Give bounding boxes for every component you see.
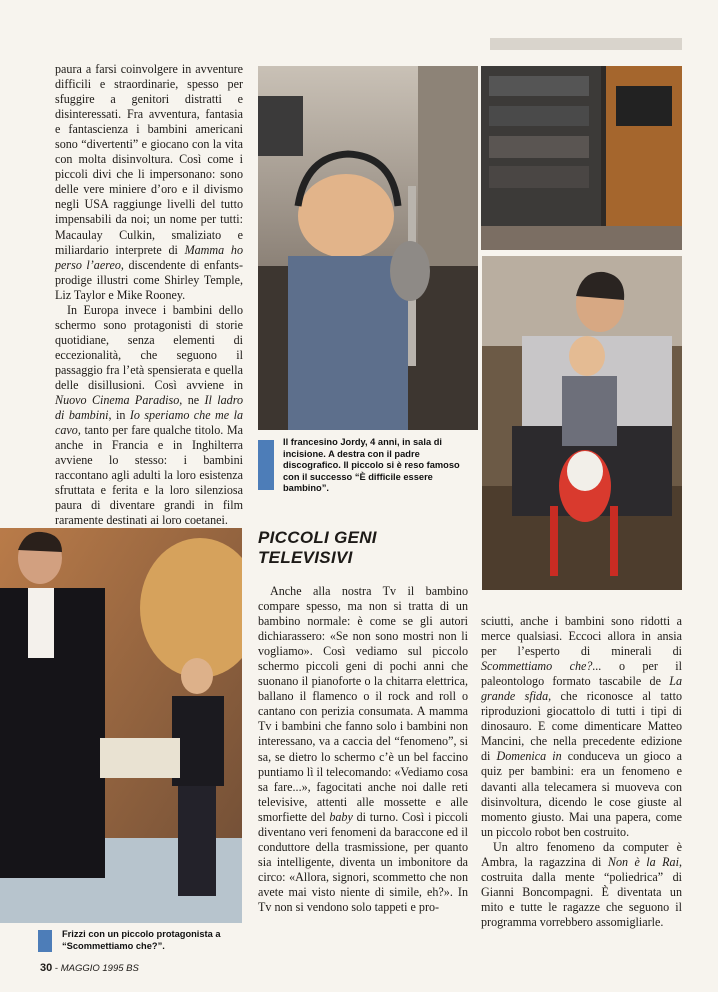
- paragraph: sciutti, anche i bambini sono ridotti a merce qualsiasi. Eccoci allora in ansia per l’esperto di minerali di Scommettiamo che?... o per il paleontologo formato tascabile de La grande sfida, che riconosce al tatto riproduzioni giocattolo di tutti i tipi di dinosauro. E come dimenticare Matteo Mancini, che nella precedente edizione di Domenica in conduceva un gioco a quiz per bambini: era un fenomeno e davanti alla telecamera si muoveva con disinvoltura, dicendo le cose giuste al momento giusto. Mai una papera, come un piccolo robot ben costruito.: [481, 614, 682, 839]
- photo-motorbike-art: [482, 256, 682, 590]
- film-title: Io speriamo che me la cavo: [55, 408, 243, 438]
- show-title: La grande sfida: [481, 674, 682, 704]
- show-title: Non è la Rai: [607, 854, 679, 869]
- article-column-3: [481, 614, 682, 930]
- paragraph: Un altro fenomeno da computer è Ambra, la ragazzina di Non è la Rai, costruita dalla mente “poliedrica” di Gianni Boncompagni. È diventata un mito e tutte le ragazze che seguono il programma vorrebbero assomigliarle.: [481, 839, 682, 929]
- photo-frizzi-with-child: [0, 528, 242, 923]
- show-title: Domenica in: [496, 749, 562, 764]
- caption-frizzi: Frizzi con un piccolo protagonista a “Scommettiamo che?”.: [62, 929, 221, 951]
- article-column-1: [55, 62, 243, 528]
- article-column-2: [258, 584, 468, 915]
- section-heading: [258, 528, 468, 568]
- heading-line: PICCOLI GENI: [258, 528, 377, 547]
- caption-marker: [38, 930, 52, 952]
- film-title: Il ladro di bambini: [55, 393, 244, 423]
- paragraph: Anche alla nostra Tv il bambino compare spesso, ma non si tratta di un bambino normale: è come se gli autori dichiarassero: «Se non sono mostri non li vogliamo». Così vediamo sul piccolo schermo piccoli geni di pochi anni che suonano il pianoforte o la chitarra elettrica, ballano il flamenco o il rock and roll o cantano con perizia consumata. A mamma Tv i bambini che fanno solo i bambini non interessano, va a caccia del “fenomeno”, si sa, se dietro lo schermo c’è un bel faccino puntiamo lì il telecomando: «Vediamo cosa sa fare...», fagocitati anche noi dalle reti televisive, attenti alle mossette e alle smorfiette del baby di turno. Così i piccoli diventano veri fenomeni da baraccone ed il conduttore della trasmissione, per quanto sia intelligente, diventa un imbonitore da circo: «Allora, signori, scommetto che non avete mai visto niente di simile, eh?». In Tv non si vendono solo tappeti e pro-: [258, 584, 468, 914]
- show-title: Scommettiamo che?...: [481, 659, 602, 674]
- photo-frizzi-art: [0, 528, 242, 923]
- header-band: [490, 38, 682, 50]
- photo-jordy-studio-art: [258, 66, 478, 430]
- page-number: 30: [40, 962, 53, 974]
- photo-jordy-father-motorbike: [482, 256, 682, 590]
- emphasis: baby: [329, 809, 353, 824]
- footer-separator: -: [54, 963, 61, 974]
- heading-line: TELEVISIVI: [258, 548, 353, 567]
- caption-marker: [258, 440, 274, 490]
- film-title: Mamma ho perso l’aereo: [55, 242, 243, 272]
- paragraph: In Europa invece i bambini dello schermo sono protagonisti di storie quotidiane, senza elementi di eccezionalità, che seguono il passaggio fra l’età spensierata e quella delle disillusioni. Così avviene in Nuovo Cinema Paradiso, ne Il ladro di bambini, in Io speriamo che me la cavo, tanto per fare qualche titolo. Ma anche in Francia e in Inghilterra avviene lo stesso: i bambini raccontano agli adulti la loro esistenza sfruttata e ferita e la loro silenziosa paura di diventare grandi in film raramente destinati ai loro coetanei.: [55, 302, 244, 528]
- page-footer: [40, 962, 139, 974]
- photo-studio-equipment: [481, 66, 682, 250]
- film-title: Nuovo Cinema Paradiso: [55, 393, 180, 408]
- caption-jordy: Il francesino Jordy, 4 anni, in sala di incisione. A destra con il padre discografico. Il piccolo si è reso famoso con il successo “È difficile essere bambino”.: [283, 437, 460, 494]
- photo-studio-equipment-art: [481, 66, 682, 250]
- paragraph: paura a farsi coinvolgere in avventure difficili e straordinarie, spesso per sfuggire a genitori distratti e disinteressati. Fra avventura, fantasia e fantascienza i bambini americani sono “divertenti” e giocano con la vita con molta disinvoltura. Così come i piccoli divi che li impersonano: sono delle vere miniere d’oro e il divismo negli USA raggiunge livelli del tutto impensabili da noi; un nome per tutti: Macaulay Culkin, smaliziato e miliardario interprete di Mamma ho perso l’aereo, discendente di enfants-prodige illustri come Shirley Temple, Liz Taylor e Mike Rooney.: [55, 62, 244, 302]
- photo-jordy-studio: [258, 66, 478, 430]
- issue-label: MAGGIO 1995 BS: [60, 963, 139, 974]
